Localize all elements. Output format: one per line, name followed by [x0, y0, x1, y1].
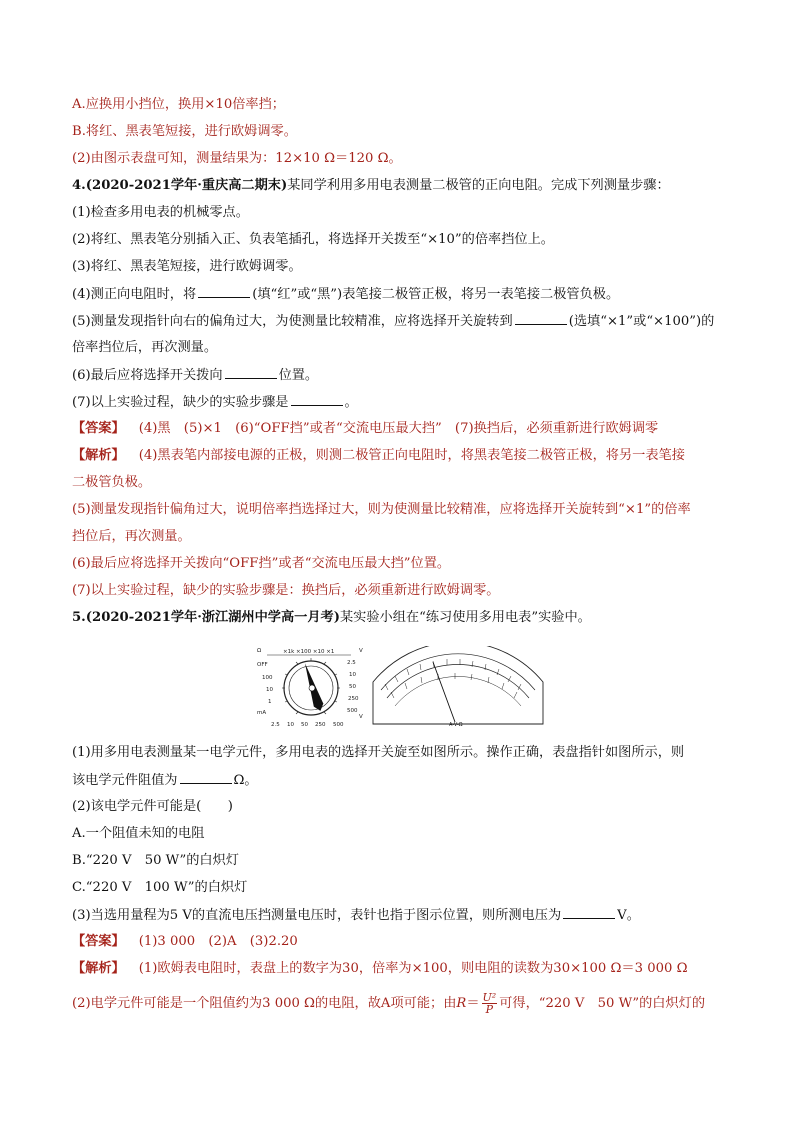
right-tick-3: 50 — [349, 684, 356, 690]
q4-step6-text-b: 位置。 — [278, 368, 319, 383]
q4-step5-cont: 倍率挡位后，再次测量。 — [72, 340, 218, 355]
q4-answer — [72, 420, 728, 438]
q5-analysis-2-text-a: (2)电学元件可能是一个阻值约为3 000 Ω的电阻，故A项可能；由 — [72, 996, 457, 1011]
q4-step7-text-b: 。 — [344, 395, 358, 410]
analysis-label: 【解析】 — [72, 961, 125, 976]
omega-symbol: Ω — [257, 648, 262, 654]
left-tick-2: 10 — [266, 687, 273, 693]
answer-label: 【答案】 — [72, 421, 125, 436]
q4-step7 — [72, 393, 728, 412]
q4-step4 — [72, 285, 728, 304]
q4-step5-text-b: (选填“×1”或“×100”)的 — [568, 314, 715, 329]
q5-source: (2020-2021学年·浙江湖州中学高一月考) — [85, 610, 340, 625]
q4-analysis-6: (6)最后应将选择开关拨向“OFF挡”或者“交流电压最大挡”位置。 — [72, 556, 451, 571]
volt-symbol: V — [359, 648, 363, 654]
formula-r: R — [456, 996, 467, 1011]
left-tick-3: 1 — [268, 699, 272, 705]
q5-option-c: C.“220 V 100 W”的白炽灯 — [72, 880, 248, 895]
multimeter-figure — [255, 646, 545, 728]
q4-step5-text-a: (5)测量发现指针向右的偏角过大，为使测量比较精准，应将选择开关旋转到 — [72, 314, 513, 329]
q3-correction-b: B.将红、黑表笔短接，进行欧姆调零。 — [72, 124, 297, 139]
bottom-tick-1: 2.5 — [271, 722, 280, 728]
q5-stem — [72, 609, 728, 627]
q4-step6 — [72, 366, 728, 385]
q4-step6-text-a: (6)最后应将选择开关拨向 — [72, 368, 223, 383]
q5-part3 — [72, 906, 728, 925]
q5-analysis-2 — [72, 992, 728, 1015]
q4-answer-text: (4)黑 (5)×1 (6)“OFF挡”或者“交流电压最大挡” (7)换挡后，必须重新进行欧姆调零 — [138, 421, 659, 436]
q5-analysis-1-text: (1)欧姆表电阻时，表盘上的数字为30，倍率为×100，则电阻的读数为30×100 Ω＝3 000 Ω — [138, 961, 688, 976]
dial-caption: A-V-Ω — [449, 722, 463, 728]
q3-correction-a: A.应换用小挡位，换用×10倍率挡； — [72, 97, 285, 112]
q3-part2-analysis: (2)由图示表盘可知，测量结果为：12×10 Ω＝120 Ω。 — [72, 151, 402, 166]
q4-analysis-7: (7)以上实验过程，缺少的实验步骤是：换挡后，必须重新进行欧姆调零。 — [72, 583, 500, 598]
q5-part3-text-a: (3)当选用量程为5 V的直流电压挡测量电压时，表针也指于图示位置，则所测电压为 — [72, 908, 562, 923]
ohm-range-label: ×1k ×100 ×10 ×1 — [283, 649, 335, 655]
off-label: OFF — [257, 662, 268, 668]
q5-part2: (2)该电学元件可能是( ) — [72, 799, 233, 814]
q4-analysis-5a: (5)测量发现指针偏角过大，说明倍率挡选择过大，则为使测量比较精准，应将选择开关旋转到“×1”的倍率 — [72, 502, 691, 517]
q4-step3: (3)将红、黑表笔短接，进行欧姆调零。 — [72, 259, 302, 274]
q5-part1-text-b: 该电学元件阻值为 — [72, 773, 178, 788]
q5-analysis-2-text-b: 可得，“220 V 50 W”的白炽灯的 — [499, 996, 706, 1011]
q5-part1-cont — [72, 771, 728, 790]
answer-blank — [515, 312, 567, 325]
q5-analysis-1 — [72, 960, 728, 978]
q4-stem — [72, 177, 728, 195]
q4-analysis-4a — [72, 447, 728, 465]
q5-stem-text: 某实验小组在“练习使用多用电表”实验中。 — [339, 610, 591, 625]
q4-analysis-5b: 挡位后，再次测量。 — [72, 529, 191, 544]
left-tick-1: 100 — [262, 675, 273, 681]
answer-blank — [180, 771, 232, 784]
power-formula — [482, 992, 498, 1015]
ma-label: mA — [257, 710, 267, 716]
q5-answer — [72, 933, 728, 951]
q4-number: 4. — [72, 178, 86, 193]
right-tick-1: 2.5 — [347, 660, 356, 666]
volt-symbol-bottom: V — [359, 714, 363, 720]
answer-blank — [563, 906, 615, 919]
q4-step7-text-a: (7)以上实验过程，缺少的实验步骤是 — [72, 395, 289, 410]
answer-blank — [291, 393, 343, 406]
analysis-label: 【解析】 — [72, 448, 125, 463]
q4-step4-text-b: (填“红”或“黑”)表笔接二极管正极，将另一表笔接二极管负极。 — [252, 287, 620, 302]
q4-stem-text: 某同学利用多用电表测量二极管的正向电阻。完成下列测量步骤： — [287, 178, 670, 193]
answer-label: 【答案】 — [72, 934, 125, 949]
right-tick-2: 10 — [349, 672, 356, 678]
q4-source: (2020-2021学年·重庆高二期末) — [85, 178, 288, 193]
bottom-tick-4: 250 — [315, 722, 326, 728]
q5-number: 5. — [72, 610, 86, 625]
q4-step2: (2)将红、黑表笔分别插入正、负表笔插孔，将选择开关拨至“×10”的倍率挡位上。 — [72, 232, 554, 247]
q4-step4-text-a: (4)测正向电阻时，将 — [72, 287, 197, 302]
q4-analysis-4a-text: (4)黑表笔内部接电源的正极，则测二极管正向电阻时，将黑表笔接二极管正极，将另一表笔接 — [138, 448, 685, 463]
answer-blank — [225, 366, 277, 379]
q5-option-a: A.一个阻值未知的电阻 — [72, 826, 205, 841]
bottom-tick-5: 500 — [333, 722, 344, 728]
q5-part1: (1)用多用电表测量某一电学元件，多用电表的选择开关旋至如图所示。操作正确，表盘指针如图所示，则 — [72, 745, 685, 760]
formula-denominator: P — [485, 1003, 494, 1016]
formula-equals: ＝ — [466, 996, 480, 1011]
bottom-tick-3: 50 — [301, 722, 308, 728]
meter-dial — [373, 646, 543, 728]
bottom-tick-2: 10 — [287, 722, 294, 728]
q5-option-b: B.“220 V 50 W”的白炽灯 — [72, 853, 239, 868]
selector-switch — [257, 648, 363, 728]
right-tick-4: 250 — [348, 696, 359, 702]
q4-step1: (1)检查多用电表的机械零点。 — [72, 205, 249, 220]
q5-part1-text-c: Ω。 — [233, 773, 258, 788]
q5-part3-text-b: V。 — [617, 908, 640, 923]
formula-numerator: U² — [482, 991, 497, 1004]
q5-answer-text: (1)3 000 (2)A (3)2.20 — [138, 934, 298, 949]
q4-step5 — [72, 312, 728, 331]
q4-analysis-4b: 二极管负极。 — [72, 475, 152, 490]
right-tick-5: 500 — [347, 708, 358, 714]
answer-blank — [198, 285, 250, 298]
